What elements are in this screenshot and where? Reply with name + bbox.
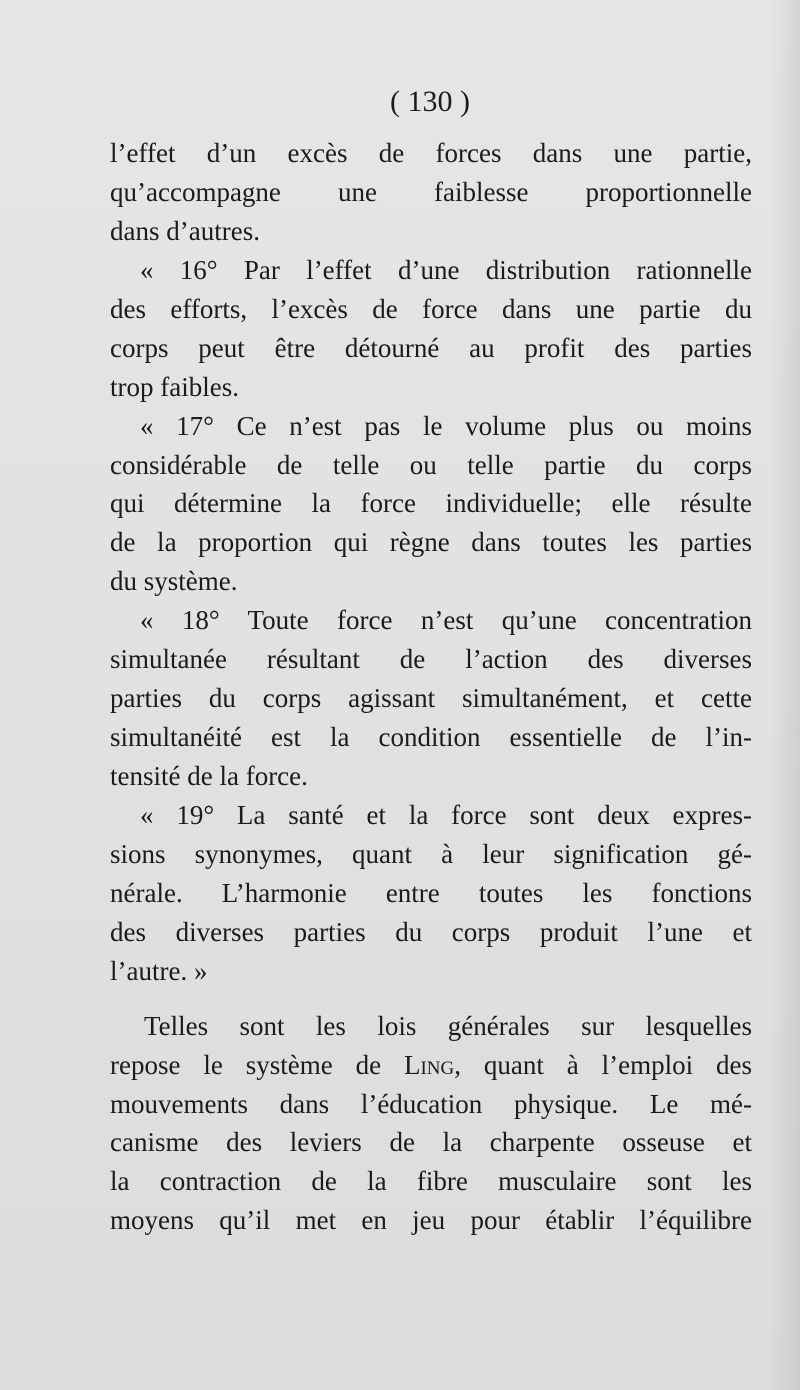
text-line <box>110 1046 752 1085</box>
paragraph-article-16 <box>110 251 752 407</box>
text-line: du système. <box>110 566 238 597</box>
body-text <box>110 134 752 1240</box>
text-span: repose le système de <box>110 1049 382 1080</box>
page-edge-shadow <box>770 0 800 1390</box>
text-line: l’effet d’un excès de forces dans une partie, <box>110 138 752 168</box>
text-line: considérable de telle ou telle partie du corps <box>110 449 752 480</box>
paragraph-continuation <box>110 134 752 251</box>
text-line: canisme des leviers de la charpente osseuse et <box>110 1127 752 1158</box>
paragraph-summary <box>110 1007 752 1241</box>
paragraph-article-18 <box>110 601 752 796</box>
text-span: , quant à l’emploi des <box>454 1049 752 1080</box>
text-line: tensité de la force. <box>110 761 308 791</box>
text-line: nérale. L’harmonie entre toutes les fonctions <box>110 877 752 908</box>
text-line: qu’accompagne une faiblesse proportionnelle <box>110 176 752 207</box>
text-line: des efforts, l’excès de force dans une partie du <box>110 293 752 324</box>
text-line: « 17° Ce n’est pas le volume plus ou moins <box>140 410 752 441</box>
text-line: la contraction de la fibre musculaire sont les <box>110 1166 752 1197</box>
text-line: « 18° Toute force n’est qu’une concentration <box>140 605 752 636</box>
text-line: dans d’autres. <box>110 215 260 246</box>
text-line: qui détermine la force individuelle; elle résulte <box>110 488 752 519</box>
paragraph-gap <box>110 991 752 1007</box>
text-line: corps peut être détourné au profit des parties <box>110 332 752 363</box>
text-line: des diverses parties du corps produit l’une et <box>110 916 752 947</box>
text-line: « 19° La santé et la force sont deux expres- <box>140 799 752 830</box>
text-line: Telles sont les lois générales sur lesquelles <box>144 1010 752 1041</box>
author-name-ling: Ling <box>403 1049 455 1080</box>
page-number: ( 130 ) <box>390 85 470 118</box>
text-line: simultanée résultant de l’action des diverses <box>110 644 752 675</box>
text-line: « 16° Par l’effet d’une distribution rationnelle <box>140 254 752 285</box>
paragraph-article-17 <box>110 407 752 602</box>
text-line: moyens qu’il met en jeu pour établir l’équilibre <box>110 1205 752 1236</box>
text-line: trop faibles. <box>110 371 239 402</box>
text-line: l’autre. » <box>110 955 208 986</box>
text-line: de la proportion qui règne dans toutes les parties <box>110 527 752 558</box>
text-line: sions synonymes, quant à leur signification gé- <box>110 838 752 869</box>
text-line: simultanéité est la condition essentielle de l’in- <box>110 722 752 753</box>
text-line: mouvements dans l’éducation physique. Le mé- <box>110 1088 752 1119</box>
text-line: parties du corps agissant simultanément, et cette <box>110 683 752 714</box>
paragraph-article-19 <box>110 796 752 991</box>
